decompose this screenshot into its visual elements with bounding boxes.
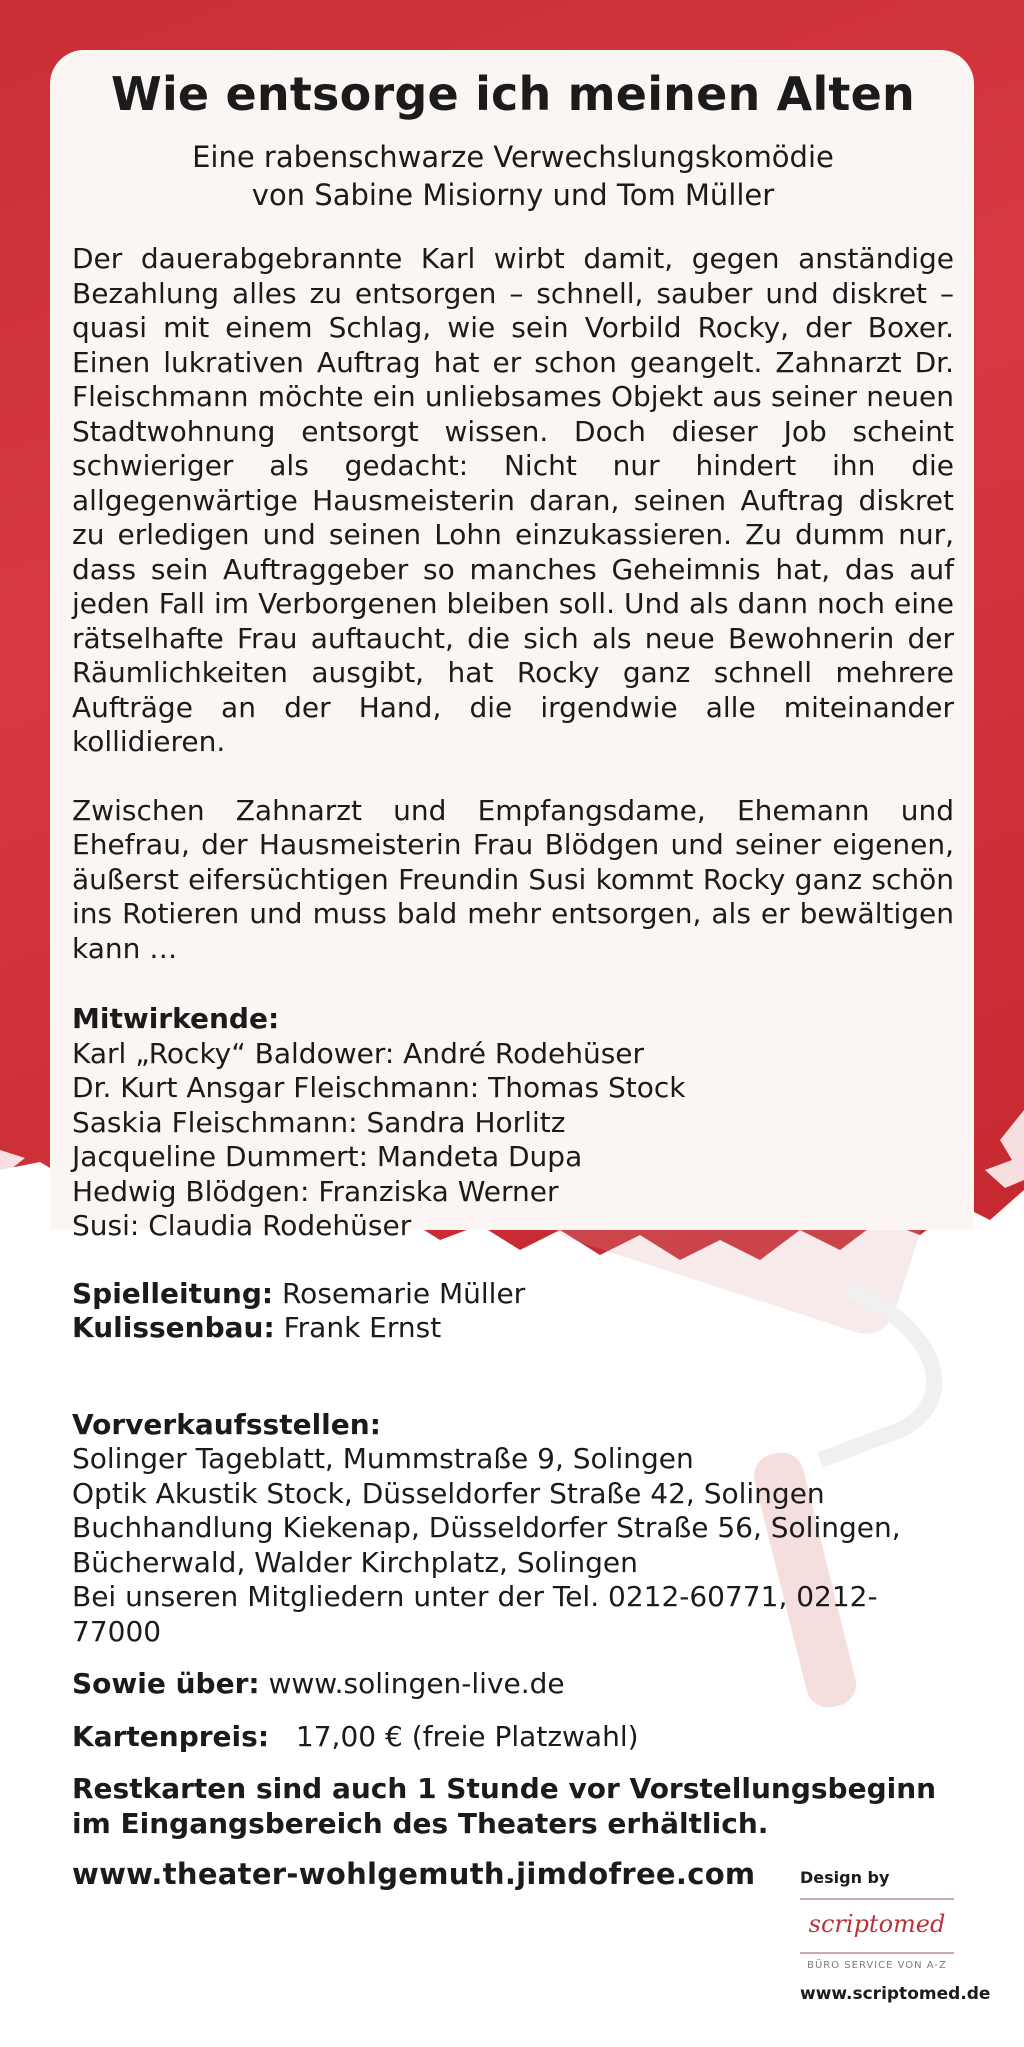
- logo-wordmark: scriptomed: [808, 1910, 946, 1938]
- cast-member: Saskia Fleischmann: Sandra Horlitz: [72, 1105, 566, 1139]
- ticket-price-note: (freie Platzwahl): [411, 1719, 639, 1753]
- ticket-price-line: [72, 1720, 954, 1755]
- presale-section: [72, 1408, 954, 1650]
- online-sales-line: [72, 1667, 954, 1702]
- cast-member: Hedwig Blödgen: Franziska Werner: [72, 1174, 559, 1208]
- synopsis-paragraph-2: Zwischen Zahnarzt und Empfangsdame, Ehemann und Ehefrau, der Hausmeisterin Frau Blödgen und seiner eigenen, äußerst eifersüchtigen Freundin Susi kommt Rocky ganz schön ins Rotieren und muss bald mehr entsorgen, als er bewältigen kann …: [72, 793, 954, 965]
- set-design-line: [72, 1311, 954, 1346]
- flyer-content: [72, 66, 954, 1841]
- theater-website-link[interactable]: www.theater-wohlgemuth.jimdofree.com: [72, 1857, 756, 1891]
- cast-heading: Mitwirkende:: [72, 1002, 280, 1035]
- set-design-label: Kulissenbau:: [72, 1311, 275, 1344]
- presale-heading: Vorverkaufsstellen:: [72, 1407, 381, 1441]
- cast-member: Dr. Kurt Ansgar Fleischmann: Thomas Stock: [72, 1071, 686, 1104]
- ticket-price-value: 17,00 €: [295, 1719, 403, 1753]
- cast-member: Karl „Rocky“ Baldower: André Rodehüser: [72, 1036, 645, 1070]
- play-title: Wie entsorge ich meinen Alten: [111, 67, 915, 121]
- cast-member: Susi: Claudia Rodehüser: [72, 1209, 412, 1242]
- crew-section: [72, 1277, 954, 1346]
- presale-location: Solinger Tageblatt, Mummstraße 9, Solingen: [72, 1442, 694, 1475]
- online-sales-link[interactable]: www.solingen-live.de: [268, 1667, 565, 1700]
- direction-label: Spielleitung:: [72, 1276, 274, 1310]
- logo-divider-bottom: [800, 1952, 954, 1954]
- online-sales-label: Sowie über:: [72, 1667, 260, 1700]
- subtitle-authors: von Sabine Misiorny und Tom Müller: [251, 178, 775, 212]
- cast-section: [72, 1002, 954, 1244]
- set-design-value: Frank Ernst: [283, 1311, 442, 1344]
- ticket-price-label: Kartenpreis:: [72, 1719, 270, 1753]
- presale-location: Bei unseren Mitgliedern unter der Tel. 0212-60771, 0212-77000: [72, 1580, 878, 1648]
- scriptomed-website-link[interactable]: www.scriptomed.de: [800, 1984, 991, 2004]
- play-subtitle: [72, 138, 954, 214]
- subtitle-genre: Eine rabenschwarze Verwechslungskomödie: [192, 140, 834, 174]
- remaining-tickets-notice: Restkarten sind auch 1 Stunde vor Vorstellungsbeginn im Eingangsbereich des Theaters erhältlich.: [72, 1772, 937, 1840]
- cast-member: Jacqueline Dummert: Mandeta Dupa: [72, 1140, 583, 1173]
- logo-tagline: BÜRO SERVICE VON A-Z: [807, 1960, 947, 1971]
- presale-location: Buchhandlung Kiekenap, Düsseldorfer Straße 56, Solingen,: [72, 1511, 901, 1544]
- design-by-label: Design by: [800, 1868, 890, 1887]
- direction-value: Rosemarie Müller: [281, 1276, 526, 1310]
- direction-line: [72, 1277, 954, 1312]
- logo-divider-top: [800, 1898, 954, 1900]
- synopsis-paragraph-1: Der dauerabgebrannte Karl wirbt damit, gegen anständige Bezahlung alles zu entsorgen – schnell, sauber und diskret – quasi mit einem Schlag, wie sein Vorbild Rocky, der Boxer. Einen lukrativen Auftrag hat er schon geangelt. Zahnarzt Dr. Fleischmann möchte ein unliebsames Objekt aus seiner neuen Stadtwohnung entsorgt wissen. Doch dieser Job scheint schwieriger als gedacht: Nicht nur hindert ihn die allgegenwärtige Hausmeisterin daran, seinen Auftrag diskret zu erledigen und seinen Lohn einzukassieren. Zu dumm nur, dass sein Auftraggeber so manches Geheimnis hat, das auf jeden Fall im Verborgenen bleiben soll. Und als dann noch eine rätselhafte Frau auftaucht, die sich als neue Bewohnerin der Räumlichkeiten ausgibt, hat Rocky ganz schnell mehrere Aufträge an der Hand, die irgendwie alle miteinander kollidieren.: [72, 242, 954, 758]
- presale-location: Optik Akustik Stock, Düsseldorfer Straße 42, Solingen: [72, 1476, 825, 1510]
- scriptomed-logo: [800, 1898, 954, 1978]
- presale-location: Bücherwald, Walder Kirchplatz, Solingen: [72, 1545, 638, 1579]
